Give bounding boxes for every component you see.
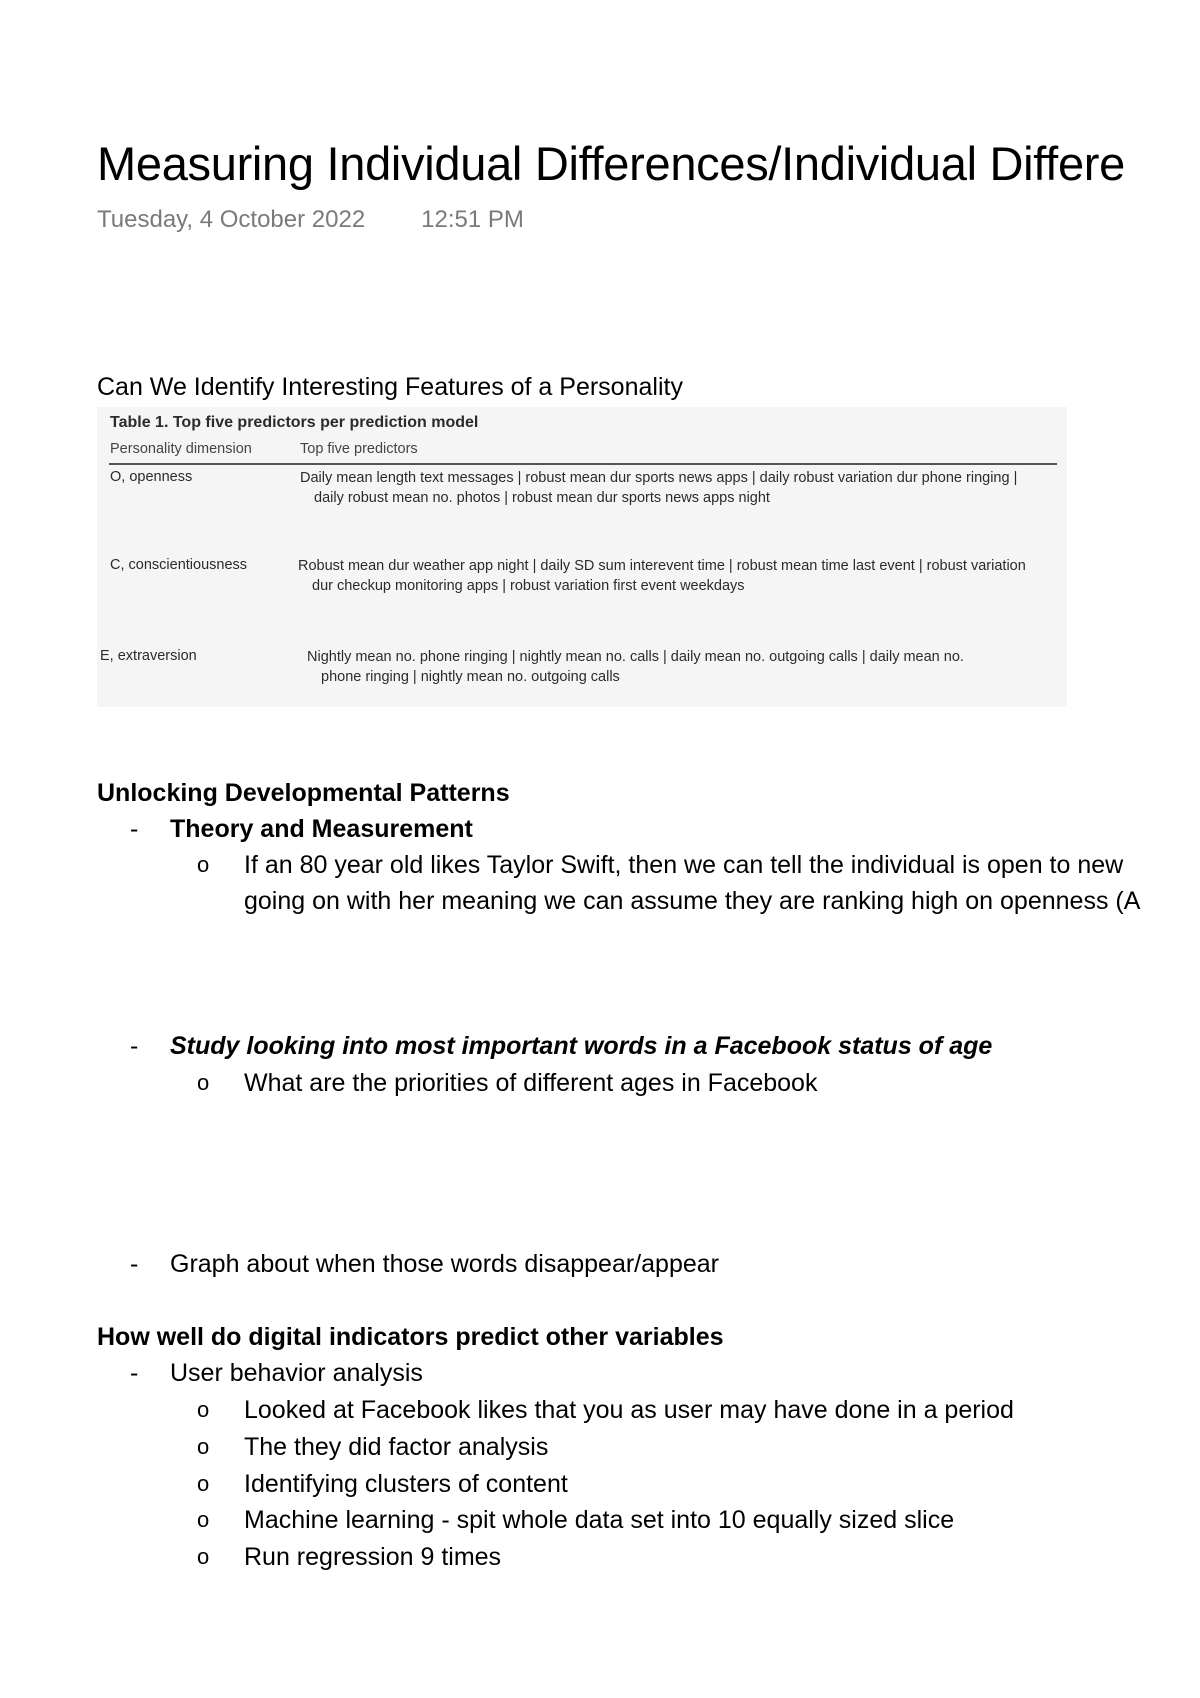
circle-bullet: o <box>197 1471 210 1496</box>
circle-bullet: o <box>197 1397 210 1422</box>
list-item: Looked at Facebook likes that you as user may have done in a period <box>244 1396 1014 1424</box>
list-item: Study looking into most important words in a Facebook status of age <box>170 1032 993 1060</box>
predictors-line: Daily mean length text messages | robust mean dur sports news apps | daily robust variation dur phone ringing | <box>300 470 1018 486</box>
list-item: What are the priorities of different ages in Facebook <box>244 1069 818 1097</box>
circle-bullet: o <box>197 1507 210 1532</box>
circle-bullet: o <box>197 1434 210 1459</box>
circle-bullet: o <box>197 1070 210 1095</box>
list-item: If an 80 year old likes Taylor Swift, then we can tell the individual is open to new <box>244 851 1124 879</box>
page-date: Tuesday, 4 October 2022 <box>97 206 366 233</box>
page-meta <box>97 204 524 236</box>
predictors-line: Robust mean dur weather app night | daily SD sum interevent time | robust mean time last event | robust variation <box>298 558 1026 574</box>
table-row-predictors <box>300 468 1017 508</box>
circle-bullet: o <box>197 852 210 877</box>
table-row-dimension: C, conscientiousness <box>110 557 248 573</box>
section-heading-digital-indicators: How well do digital indicators predict other variables <box>97 1323 724 1351</box>
table-row-dimension: O, openness <box>110 469 193 485</box>
list-item: Identifying clusters of content <box>244 1470 568 1498</box>
predictors-line: phone ringing | nightly mean no. outgoing calls <box>321 669 620 685</box>
dash-bullet: - <box>130 1032 139 1060</box>
list-item: Graph about when those words disappear/appear <box>170 1250 719 1278</box>
table-row-predictors <box>298 556 1026 596</box>
predictors-table-image <box>97 407 1067 707</box>
list-item-continuation: going on with her meaning we can assume they are ranking high on openness (A <box>244 887 1141 915</box>
predictors-line: Nightly mean no. phone ringing | nightly mean no. calls | daily mean no. outgoing calls | daily mean no. <box>307 649 964 665</box>
page-title: Measuring Individual Differences/Individual Differe <box>97 137 1125 190</box>
table-row-dimension: E, extraversion <box>100 648 197 664</box>
circle-bullet: o <box>197 1544 210 1569</box>
table-header-dimension: Personality dimension <box>110 441 252 457</box>
dash-bullet: - <box>130 1359 139 1387</box>
list-item: Machine learning - spit whole data set into 10 equally sized slice <box>244 1506 955 1534</box>
table-caption: Table 1. Top five predictors per prediction model <box>110 414 479 431</box>
section-heading-developmental: Unlocking Developmental Patterns <box>97 779 510 807</box>
list-item: User behavior analysis <box>170 1359 423 1387</box>
table-rule <box>109 463 1057 465</box>
dash-bullet: - <box>130 815 139 843</box>
predictors-line: daily robust mean no. photos | robust mean dur sports news apps night <box>314 490 770 506</box>
table-header-predictors: Top five predictors <box>300 441 418 457</box>
list-item: Run regression 9 times <box>244 1543 502 1571</box>
table-row-predictors <box>307 647 964 687</box>
page-time: 12:51 PM <box>421 206 524 233</box>
list-item: The they did factor analysis <box>244 1433 549 1461</box>
predictors-line: dur checkup monitoring apps | robust variation first event weekdays <box>312 578 745 594</box>
section-heading-personality: Can We Identify Interesting Features of a Personality <box>97 373 683 401</box>
dash-bullet: - <box>130 1250 139 1278</box>
list-item: Theory and Measurement <box>170 815 473 843</box>
